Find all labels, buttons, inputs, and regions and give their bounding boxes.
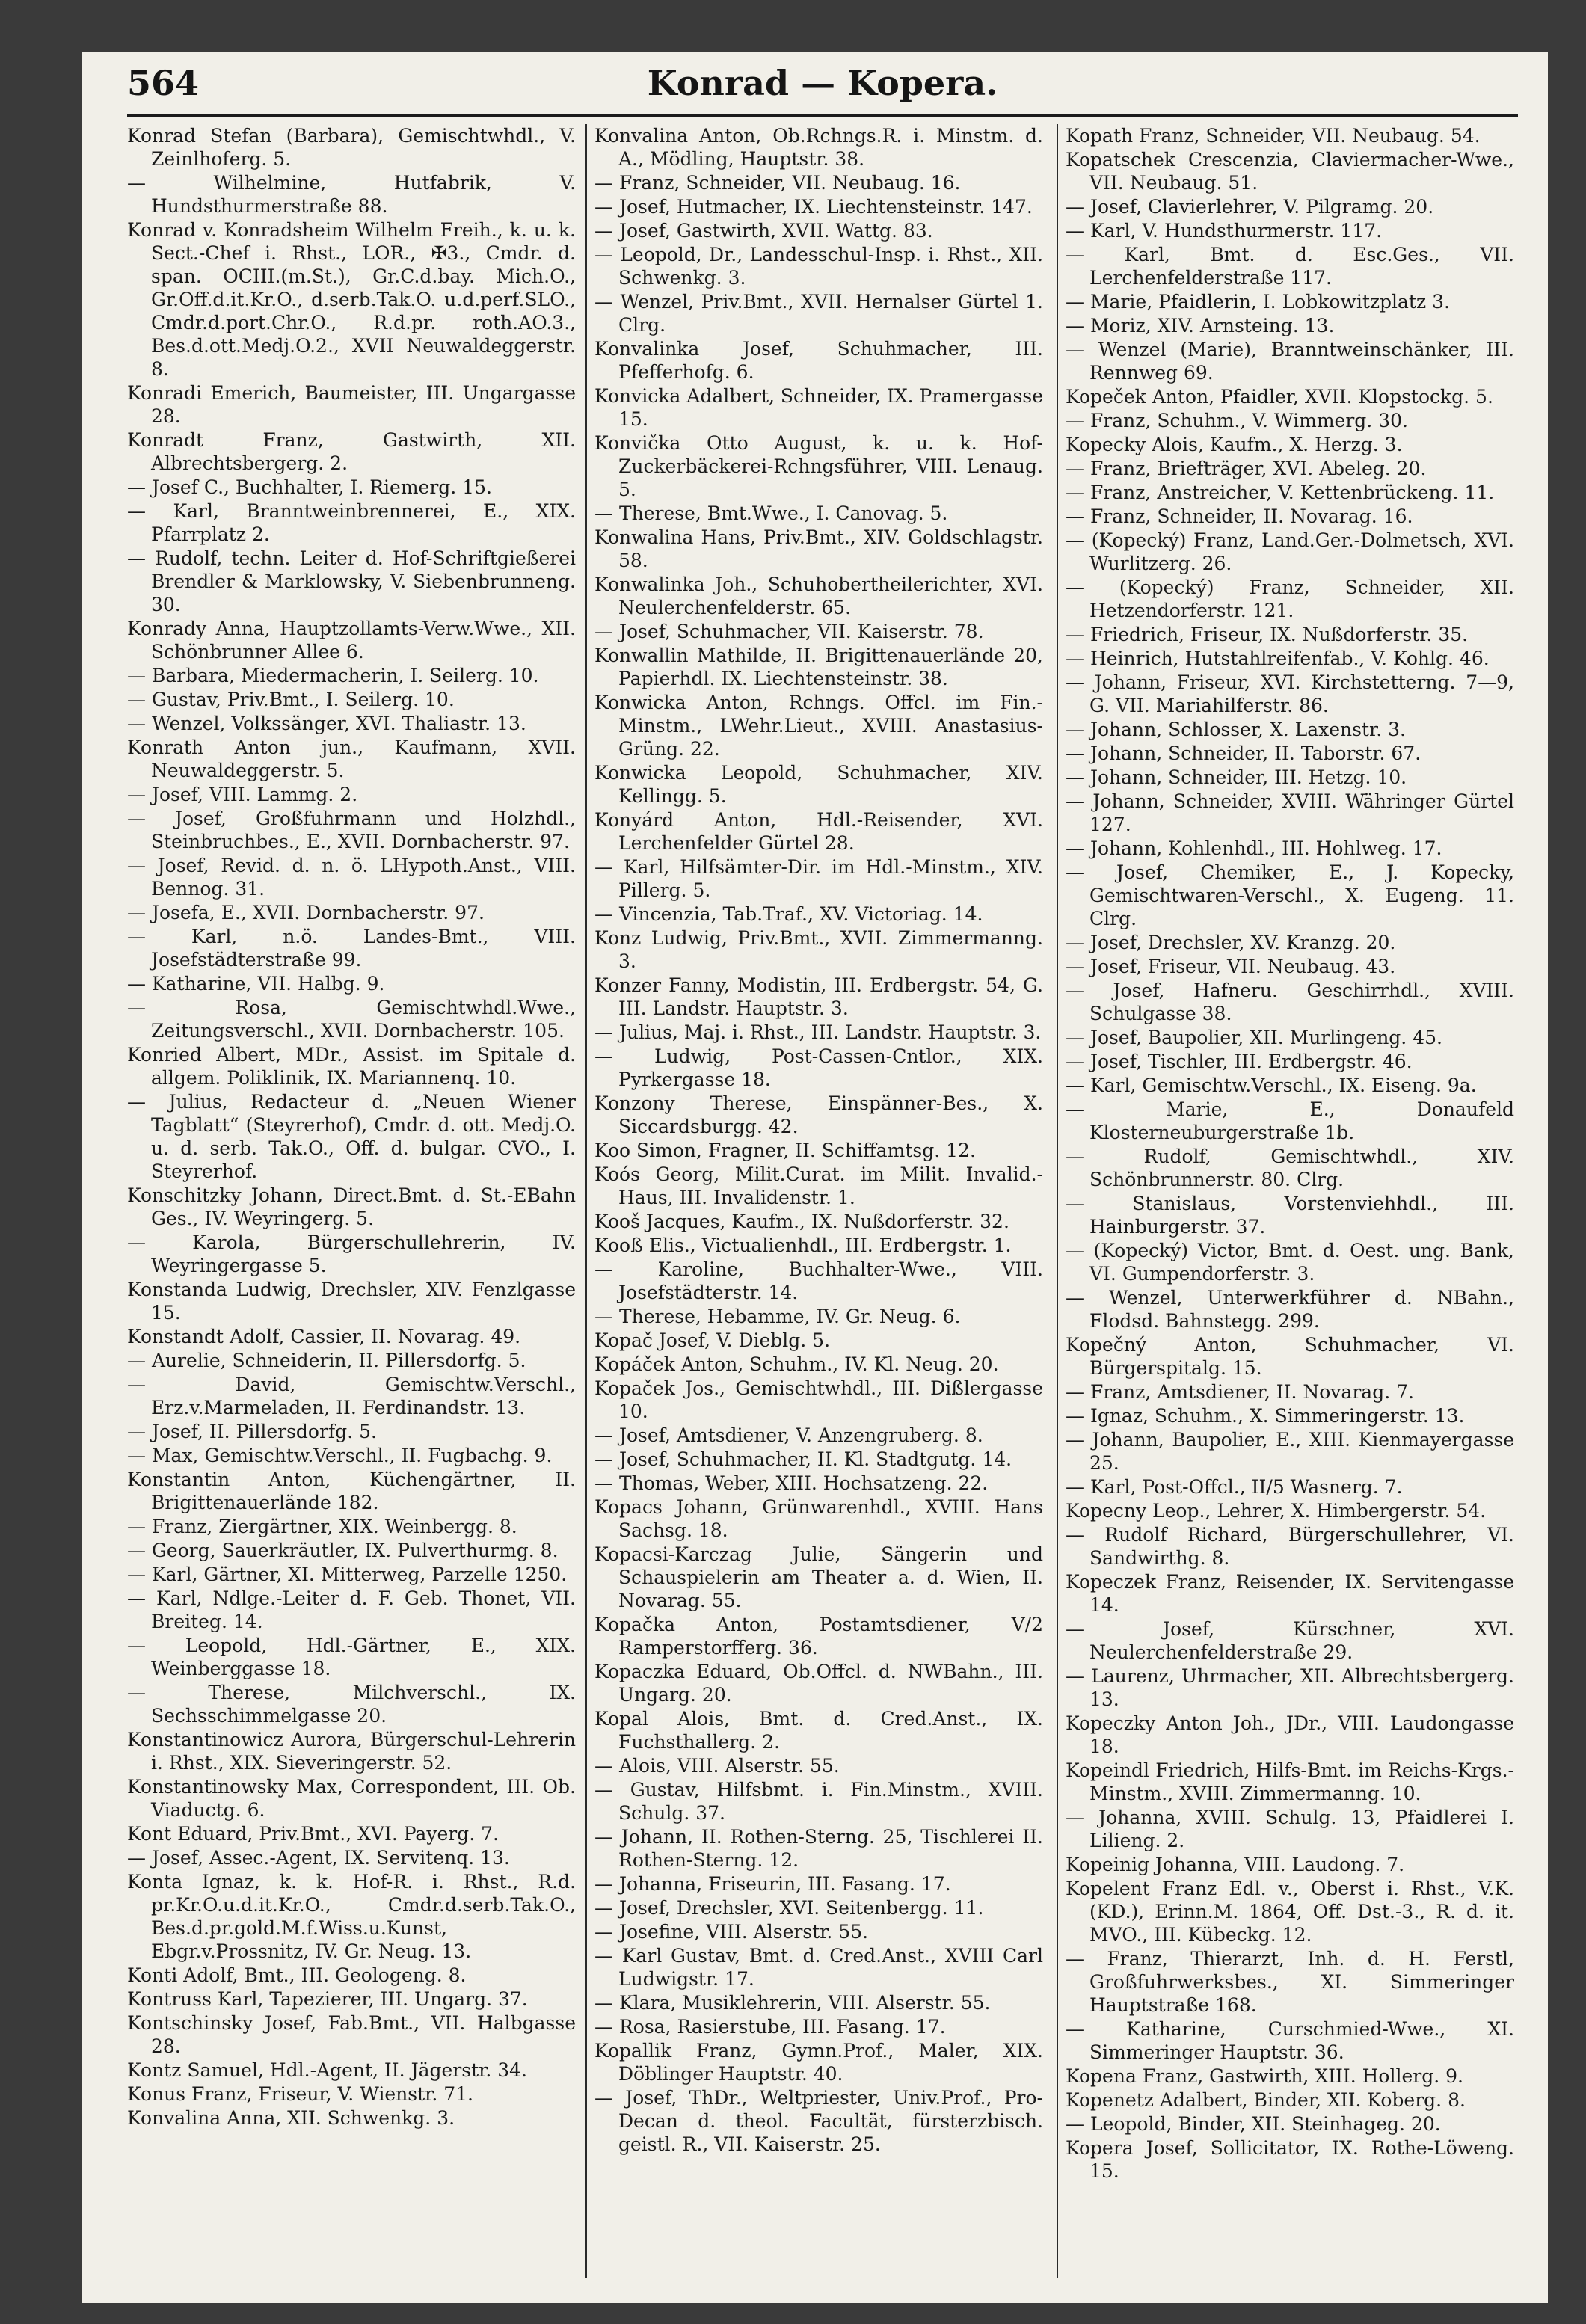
directory-entry: — Therese, Bmt.Wwe., I. Canovag. 5.: [594, 502, 948, 524]
directory-entry: Konvička Otto August, k. u. k. Hof-Zuckerbäckerei-Rchngsführer, VIII. Lenaug. 5.: [594, 432, 1043, 500]
directory-entry: Konti Adolf, Bmt., III. Geologeng. 8.: [127, 1964, 467, 1986]
directory-entry: — Rudolf, techn. Leiter d. Hof-Schriftgießerei Brendler & Marklowsky, V. Siebenbrunneng. 30.: [127, 547, 576, 615]
directory-entry: Kopečný Anton, Schuhmacher, VI. Bürgerspitalg. 15.: [1066, 1334, 1514, 1379]
running-head: Konrad — Kopera.: [647, 63, 998, 103]
directory-entry: — Franz, Anstreicher, V. Kettenbrückeng. 11.: [1066, 482, 1495, 503]
directory-entry: — Rosa, Gemischtwhdl.Wwe., Zeitungsverschl., XVII. Dornbacherstr. 105.: [127, 997, 576, 1042]
directory-entry: — Josef, Schuhmacher, VII. Kaiserstr. 78.: [594, 621, 984, 642]
directory-entry: Kopera Josef, Sollicitator, IX. Rothe-Löweng. 15.: [1066, 2137, 1514, 2182]
directory-entry: — Alois, VIII. Alserstr. 55.: [594, 1755, 840, 1777]
directory-entry: — Karl, Bmt. d. Esc.Ges., VII. Lerchenfelderstraße 117.: [1066, 244, 1514, 289]
directory-entry: — Leopold, Dr., Landesschul-Insp. i. Rhst., XII. Schwenkg. 3.: [594, 244, 1043, 289]
directory-entry: Konrad Stefan (Barbara), Gemischtwhdl., V. Zeinlhoferg. 5.: [127, 125, 576, 170]
directory-entry: — Josef C., Buchhalter, I. Riemerg. 15.: [127, 476, 492, 498]
directory-entry: — Gustav, Hilfsbmt. i. Fin.Minstm., XVIII. Schulg. 37.: [594, 1779, 1043, 1824]
directory-entry: Kopeindl Friedrich, Hilfs-Bmt. im Reichs-Krgs.-Minstm., XVIII. Zimmermanng. 10.: [1066, 1759, 1514, 1804]
directory-entry: Kopačka Anton, Postamtsdiener, V/2 Ramperstorfferg. 36.: [594, 1614, 1043, 1659]
directory-entry: — Josef, Hafneru. Geschirrhdl., XVIII. Schulgasse 38.: [1066, 980, 1514, 1024]
directory-entry: Kopecny Leop., Lehrer, X. Himbergerstr. 54.: [1066, 1500, 1487, 1522]
directory-entry: Konvalinka Josef, Schuhmacher, III. Pfefferhofg. 6.: [594, 338, 1043, 383]
directory-entry: Konta Ignaz, k. k. Hof-R. i. Rhst., R.d. pr.Kr.O.u.d.it.Kr.O., Cmdr.d.serb.Tak.O., Bes.d.pr.gold.M.f.Wiss.u.Kunst, Ebgr.v.Prossnitz, IV. Gr. Neug. 13.: [127, 1871, 576, 1962]
directory-entry: — Karl, Branntweinbrennerei, E., XIX. Pfarrplatz 2.: [127, 500, 576, 545]
directory-entry: Konried Albert, MDr., Assist. im Spitale d. allgem. Poliklinik, IX. Mariannenq. 10.: [127, 1044, 576, 1089]
directory-entry: — (Kopecký) Franz, Land.Ger.-Dolmetsch, XVI. Wurlitzerg. 26.: [1066, 529, 1514, 574]
directory-entry: — Josefine, VIII. Alserstr. 55.: [594, 1921, 869, 1943]
directory-entry: — Karl, n.ö. Landes-Bmt., VIII. Josefstädterstraße 99.: [127, 926, 576, 971]
header-rule: [127, 114, 1518, 117]
directory-entry: Kopacs Johann, Grünwarenhdl., XVIII. Hans Sachsg. 18.: [594, 1496, 1043, 1541]
directory-entry: — Leopold, Binder, XII. Steinhageg. 20.: [1066, 2113, 1441, 2135]
directory-page: [82, 52, 1548, 2303]
directory-entry: Konrath Anton jun., Kaufmann, XVII. Neuwaldeggerstr. 5.: [127, 737, 576, 781]
directory-entry: — Johann, Schlosser, X. Laxenstr. 3.: [1066, 719, 1406, 740]
directory-entry: Kontruss Karl, Tapezierer, III. Ungarg. 37.: [127, 1988, 528, 2010]
directory-entry: Kopeczky Anton Joh., JDr., VIII. Laudongasse 18.: [1066, 1712, 1514, 1757]
directory-entry: — Friedrich, Friseur, IX. Nußdorferstr. 35.: [1066, 624, 1469, 645]
directory-entry: — Josef, Chemiker, E., J. Kopecky, Gemischtwaren-Verschl., X. Eugeng. 11. Clrg.: [1066, 861, 1514, 929]
directory-entry: Konrad v. Konradsheim Wilhelm Freih., k. u. k. Sect.-Chef i. Rhst., LOR., ✠3., Cmdr. d. span. OCIII.(m.St.), Gr.C.d.bay. Mich.O., Gr.Off.d.it.Kr.O., d.serb.Tak.O. u.d.perf.SLO., Cmdr.d.port.Chr.O., R.d.pr. roth.AO.3., Bes.d.ott.Medj.O.2., XVII Neuwaldeggerstr. 8.: [127, 219, 576, 380]
directory-entry: — Leopold, Hdl.-Gärtner, E., XIX. Weinberggasse 18.: [127, 1635, 576, 1679]
directory-entry: Konvalina Anton, Ob.Rchngs.R. i. Minstm. d. A., Mödling, Hauptstr. 38.: [594, 125, 1043, 170]
directory-entry: Konzer Fanny, Modistin, III. Erdbergstr. 54, G. III. Landstr. Hauptstr. 3.: [594, 974, 1043, 1019]
directory-entry: — Josef, Tischler, III. Erdbergstr. 46.: [1066, 1051, 1413, 1072]
directory-entry: — Josef, Amtsdiener, V. Anzengruberg. 8.: [594, 1424, 983, 1446]
directory-entry: — Therese, Milchverschl., IX. Sechsschimmelgasse 20.: [127, 1682, 576, 1727]
directory-entry: Konstanda Ludwig, Drechsler, XIV. Fenzlgasse 15.: [127, 1279, 576, 1324]
directory-entry: — Josef, Assec.-Agent, IX. Servitenq. 13.: [127, 1847, 510, 1869]
directory-entry: — Heinrich, Hutstahlreifenfab., V. Kohlg. 46.: [1066, 648, 1490, 669]
directory-entry: — Karl, Ndlge.-Leiter d. F. Geb. Thonet, VII. Breiteg. 14.: [127, 1587, 576, 1632]
directory-entry: — (Kopecký) Franz, Schneider, XII. Hetzendorferstr. 121.: [1066, 577, 1514, 621]
directory-entry: — Johann, Schneider, XVIII. Währinger Gürtel 127.: [1066, 790, 1514, 835]
column-middle: [594, 124, 1043, 2293]
directory-entry: Konradi Emerich, Baumeister, III. Ungargasse 28.: [127, 382, 576, 427]
directory-entry: — Josef, Revid. d. n. ö. LHypoth.Anst., VIII. Bennog. 31.: [127, 855, 576, 900]
directory-entry: Kopal Alois, Bmt. d. Cred.Anst., IX. Fuchsthallerg. 2.: [594, 1708, 1043, 1753]
directory-entry: Konwalina Hans, Priv.Bmt., XIV. Goldschlagstr. 58.: [594, 526, 1043, 571]
directory-entry: — Thomas, Weber, XIII. Hochsatzeng. 22.: [594, 1472, 989, 1494]
directory-entry: — Franz, Schuhm., V. Wimmerg. 30.: [1066, 410, 1408, 431]
directory-entry: Kopeček Anton, Pfaidler, XVII. Klopstockg. 5.: [1066, 386, 1493, 408]
directory-entry: Kopeczek Franz, Reisender, IX. Servitengasse 14.: [1066, 1571, 1514, 1616]
directory-entry: — Wenzel (Marie), Branntweinschänker, III. Rennweg 69.: [1066, 339, 1514, 384]
directory-entry: — Karl, Gärtner, XI. Mitterweg, Parzelle 1250.: [127, 1564, 568, 1585]
directory-entry: Kopeinig Johanna, VIII. Laudong. 7.: [1066, 1854, 1405, 1875]
directory-entry: — Johann, Baupolier, E., XIII. Kienmayergasse 25.: [1066, 1429, 1514, 1474]
directory-entry: Kopač Josef, V. Dieblg. 5.: [594, 1329, 831, 1351]
directory-entry: — Josef, Friseur, VII. Neubaug. 43.: [1066, 956, 1396, 977]
directory-entry: Konwalinka Joh., Schuhobertheilerichter, XVI. Neulerchenfelderstr. 65.: [594, 574, 1043, 618]
directory-entry: Konschitzky Johann, Direct.Bmt. d. St.-EBahn Ges., IV. Weyringerg. 5.: [127, 1184, 576, 1229]
directory-entry: — Wenzel, Unterwerkführer d. NBahn., Flodsd. Bahnstegg. 299.: [1066, 1287, 1514, 1332]
directory-entry: Konstantinowicz Aurora, Bürgerschul-Lehrerin i. Rhst., XIX. Sieveringerstr. 52.: [127, 1729, 576, 1774]
directory-entry: — Josef, Kürschner, XVI. Neulerchenfelderstraße 29.: [1066, 1618, 1514, 1663]
directory-entry: — Johann, Schneider, II. Taborstr. 67.: [1066, 743, 1421, 764]
directory-entry: — Johann, Schneider, III. Hetzg. 10.: [1066, 766, 1407, 788]
directory-entry: Kopath Franz, Schneider, VII. Neubaug. 54.: [1066, 125, 1481, 147]
page-header: [127, 63, 1518, 115]
directory-entry: — Julius, Redacteur d. „Neuen Wiener Tagblatt“ (Steyrerhof), Cmdr. d. ott. Medj.O. u. d. serb. Tak.O., Off. d. bulgar. CVO., I. Steyrerhof.: [127, 1091, 576, 1182]
directory-entry: — Franz, Schneider, VII. Neubaug. 16.: [594, 172, 961, 194]
directory-entry: — Vincenzia, Tab.Traf., XV. Victoriag. 14.: [594, 903, 983, 925]
column-right: [1066, 124, 1514, 2293]
directory-entry: — Josefa, E., XVII. Dornbacherstr. 97.: [127, 902, 485, 923]
directory-entry: — Franz, Ziergärtner, XIX. Weinbergg. 8.: [127, 1516, 517, 1537]
directory-entry: — Stanislaus, Vorstenviehhdl., III. Hainburgerstr. 37.: [1066, 1193, 1514, 1238]
directory-entry: — Julius, Maj. i. Rhst., III. Landstr. Hauptstr. 3.: [594, 1021, 1042, 1043]
directory-entry: Kopallik Franz, Gymn.Prof., Maler, XIX. Döblinger Hauptstr. 40.: [594, 2040, 1043, 2085]
directory-entry: Kopecky Alois, Kaufm., X. Herzg. 3.: [1066, 434, 1403, 455]
directory-entry: Kopelent Franz Edl. v., Oberst i. Rhst., V.K.(KD.), Erinn.M. 1864, Off. Dst.-3., R. d. it. MVO., III. Kübeckg. 12.: [1066, 1878, 1514, 1946]
directory-entry: — Franz, Amtsdiener, II. Novarag. 7.: [1066, 1381, 1414, 1403]
directory-entry: — Josef, Hutmacher, IX. Liechtensteinstr. 147.: [594, 196, 1033, 218]
directory-entry: — Josef, II. Pillersdorfg. 5.: [127, 1421, 377, 1442]
directory-entry: Konzony Therese, Einspänner-Bes., X. Siccardsburgg. 42.: [594, 1092, 1043, 1137]
directory-entry: Kopenetz Adalbert, Binder, XII. Koberg. 8.: [1066, 2089, 1466, 2111]
directory-entry: — Gustav, Priv.Bmt., I. Seilerg. 10.: [127, 689, 455, 710]
directory-entry: — Rudolf, Gemischtwhdl., XIV. Schönbrunnerstr. 80. Clrg.: [1066, 1146, 1514, 1190]
directory-entry: Konstandt Adolf, Cassier, II. Novarag. 49.: [127, 1326, 521, 1347]
directory-entry: Konvalina Anna, XII. Schwenkg. 3.: [127, 2107, 455, 2129]
directory-entry: — Johann, Kohlenhdl., III. Hohlweg. 17.: [1066, 837, 1442, 859]
column-divider: [1057, 124, 1058, 2278]
directory-entry: Konus Franz, Friseur, V. Wienstr. 71.: [127, 2083, 473, 2105]
directory-entry: — Wilhelmine, Hutfabrik, V. Hundsthurmerstraße 88.: [127, 172, 576, 217]
directory-entry: Kopaček Jos., Gemischtwhdl., III. Dißlergasse 10.: [594, 1377, 1043, 1422]
directory-entry: — Karl, Hilfsämter-Dir. im Hdl.-Minstm., XIV. Pillerg. 5.: [594, 856, 1043, 901]
directory-entry: — Karl Gustav, Bmt. d. Cred.Anst., XVIII Carl Ludwigstr. 17.: [594, 1945, 1043, 1990]
directory-entry: Konwicka Anton, Rchngs. Offcl. im Fin.-Minstm., LWehr.Lieut., XVIII. Anastasius-Grüng. 22.: [594, 692, 1043, 760]
directory-entry: — Josef, Baupolier, XII. Murlingeng. 45.: [1066, 1027, 1442, 1048]
directory-entry: — Therese, Hebamme, IV. Gr. Neug. 6.: [594, 1306, 961, 1327]
directory-entry: — Johanna, Friseurin, III. Fasang. 17.: [594, 1873, 951, 1895]
directory-entry: Kopaczka Eduard, Ob.Offcl. d. NWBahn., III. Ungarg. 20.: [594, 1661, 1043, 1706]
directory-entry: — Josef, Schuhmacher, II. Kl. Stadtgutg. 14.: [594, 1448, 1012, 1470]
directory-entry: — Karola, Bürgerschullehrerin, IV. Weyringergasse 5.: [127, 1232, 576, 1276]
directory-entry: — Josef, ThDr., Weltpriester, Univ.Prof., Pro-Decan d. theol. Facultät, fürsterzbisch. geistl. R., VII. Kaiserstr. 25.: [594, 2087, 1043, 2155]
directory-entry: — Barbara, Miedermacherin, I. Seilerg. 10.: [127, 665, 539, 686]
directory-entry: Kont Eduard, Priv.Bmt., XVI. Payerg. 7.: [127, 1823, 499, 1845]
page-number: 564: [127, 63, 200, 103]
directory-entry: — Laurenz, Uhrmacher, XII. Albrechtsbergerg. 13.: [1066, 1665, 1514, 1710]
directory-entry: — Klara, Musiklehrerin, VIII. Alserstr. 55.: [594, 1992, 991, 2014]
directory-entry: — Karoline, Buchhalter-Wwe., VIII. Josefstädterstr. 14.: [594, 1258, 1043, 1303]
directory-entry: — Aurelie, Schneiderin, II. Pillersdorfg. 5.: [127, 1350, 526, 1371]
directory-entry: — Ignaz, Schuhm., X. Simmeringerstr. 13.: [1066, 1405, 1465, 1427]
directory-entry: — Franz, Briefträger, XVI. Abeleg. 20.: [1066, 458, 1427, 479]
directory-entry: — Johann, Friseur, XVI. Kirchstetterng. 7—9, G. VII. Mariahilferstr. 86.: [1066, 671, 1514, 716]
directory-entry: — Josef, Großfuhrmann und Holzhdl., Steinbruchbes., E., XVII. Dornbacherstr. 97.: [127, 808, 576, 852]
directory-entry: — Katharine, VII. Halbg. 9.: [127, 973, 385, 995]
directory-entry: Konstantin Anton, Küchengärtner, II. Brigittenauerlände 182.: [127, 1469, 576, 1513]
directory-entry: Konz Ludwig, Priv.Bmt., XVII. Zimmermanng. 3.: [594, 927, 1043, 972]
directory-entry: Kopatschek Crescenzia, Claviermacher-Wwe., VII. Neubaug. 51.: [1066, 149, 1514, 194]
directory-columns: [127, 124, 1518, 2293]
directory-entry: Koós Georg, Milit.Curat. im Milit. Invalid.-Haus, III. Invalidenstr. 1.: [594, 1163, 1043, 1208]
directory-entry: Konrady Anna, Hauptzollamts-Verw.Wwe., XII. Schönbrunner Allee 6.: [127, 618, 576, 663]
directory-entry: — Franz, Thierarzt, Inh. d. H. Ferstl, Großfuhrwerksbes., XI. Simmeringer Hauptstraße 168.: [1066, 1948, 1514, 2016]
directory-entry: — Josef, VIII. Lammg. 2.: [127, 784, 358, 805]
directory-entry: — Johann, II. Rothen-Sterng. 25, Tischlerei II. Rothen-Sterng. 12.: [594, 1826, 1043, 1871]
directory-entry: — Katharine, Curschmied-Wwe., XI. Simmeringer Hauptstr. 36.: [1066, 2018, 1514, 2063]
directory-entry: Konstantinowsky Max, Correspondent, III. Ob. Viaductg. 6.: [127, 1776, 576, 1821]
directory-entry: — Josef, Gastwirth, XVII. Wattg. 83.: [594, 220, 933, 242]
directory-entry: — David, Gemischtw.Verschl., Erz.v.Marmeladen, II. Ferdinandstr. 13.: [127, 1374, 576, 1418]
directory-entry: Kooß Elis., Victualienhdl., III. Erdbergstr. 1.: [594, 1235, 1012, 1256]
directory-entry: Konvicka Adalbert, Schneider, IX. Pramergasse 15.: [594, 385, 1043, 430]
directory-entry: Kooš Jacques, Kaufm., IX. Nußdorferstr. 32.: [594, 1211, 1009, 1232]
directory-entry: Konyárd Anton, Hdl.-Reisender, XVI. Lerchenfelder Gürtel 28.: [594, 809, 1043, 854]
directory-entry: — Max, Gemischtw.Verschl., II. Fugbachg. 9.: [127, 1445, 553, 1466]
directory-entry: — Moriz, XIV. Arnsteing. 13.: [1066, 315, 1335, 336]
directory-entry: — Marie, E., Donaufeld Klosterneuburgerstraße 1b.: [1066, 1098, 1514, 1143]
directory-entry: Konradt Franz, Gastwirth, XII. Albrechtsbergerg. 2.: [127, 429, 576, 474]
directory-entry: Konwallin Mathilde, II. Brigittenauerlände 20, Papierhdl. IX. Liechtensteinstr. 38.: [594, 645, 1043, 689]
directory-entry: — (Kopecký) Victor, Bmt. d. Oest. ung. Bank, VI. Gumpendorferstr. 3.: [1066, 1240, 1514, 1285]
directory-entry: — Josef, Drechsler, XVI. Seitenbergg. 11.: [594, 1897, 984, 1919]
directory-entry: — Karl, Gemischtw.Verschl., IX. Eiseng. 9a.: [1066, 1075, 1477, 1096]
directory-entry: — Wenzel, Priv.Bmt., XVII. Hernalser Gürtel 1. Clrg.: [594, 291, 1043, 336]
directory-entry: — Franz, Schneider, II. Novarag. 16.: [1066, 505, 1413, 527]
directory-entry: — Rudolf Richard, Bürgerschullehrer, VI. Sandwirthg. 8.: [1066, 1524, 1514, 1569]
directory-entry: — Josef, Clavierlehrer, V. Pilgramg. 20.: [1066, 196, 1434, 218]
directory-entry: Kopacsi-Karczag Julie, Sängerin und Schauspielerin am Theater a. d. Wien, II. Novarag. 55.: [594, 1543, 1043, 1611]
column-divider: [585, 124, 587, 2278]
directory-entry: Kontschinsky Josef, Fab.Bmt., VII. Halbgasse 28.: [127, 2012, 576, 2057]
column-left: [127, 124, 576, 2293]
directory-entry: Koo Simon, Fragner, II. Schiffamtsg. 12.: [594, 1140, 976, 1161]
directory-entry: — Georg, Sauerkräutler, IX. Pulverthurmg. 8.: [127, 1540, 559, 1561]
directory-entry: Konwicka Leopold, Schuhmacher, XIV. Kellingg. 5.: [594, 762, 1043, 807]
directory-entry: — Karl, V. Hundsthurmerstr. 117.: [1066, 220, 1383, 242]
directory-entry: — Rosa, Rasierstube, III. Fasang. 17.: [594, 2016, 946, 2038]
directory-entry: — Marie, Pfaidlerin, I. Lobkowitzplatz 3.: [1066, 291, 1450, 313]
directory-entry: Kopena Franz, Gastwirth, XIII. Hollerg. 9.: [1066, 2065, 1463, 2087]
directory-entry: — Karl, Post-Offcl., II/5 Wasnerg. 7.: [1066, 1476, 1403, 1498]
directory-entry: — Josef, Drechsler, XV. Kranzg. 20.: [1066, 932, 1396, 953]
directory-entry: Kopáček Anton, Schuhm., IV. Kl. Neug. 20.: [594, 1353, 999, 1375]
directory-entry: — Wenzel, Volkssänger, XVI. Thaliastr. 13.: [127, 713, 526, 734]
directory-entry: Kontz Samuel, Hdl.-Agent, II. Jägerstr. 34.: [127, 2059, 527, 2081]
directory-entry: — Ludwig, Post-Cassen-Cntlor., XIX. Pyrkergasse 18.: [594, 1045, 1043, 1090]
directory-entry: — Johanna, XVIII. Schulg. 13, Pfaidlerei I. Lilieng. 2.: [1066, 1807, 1514, 1851]
